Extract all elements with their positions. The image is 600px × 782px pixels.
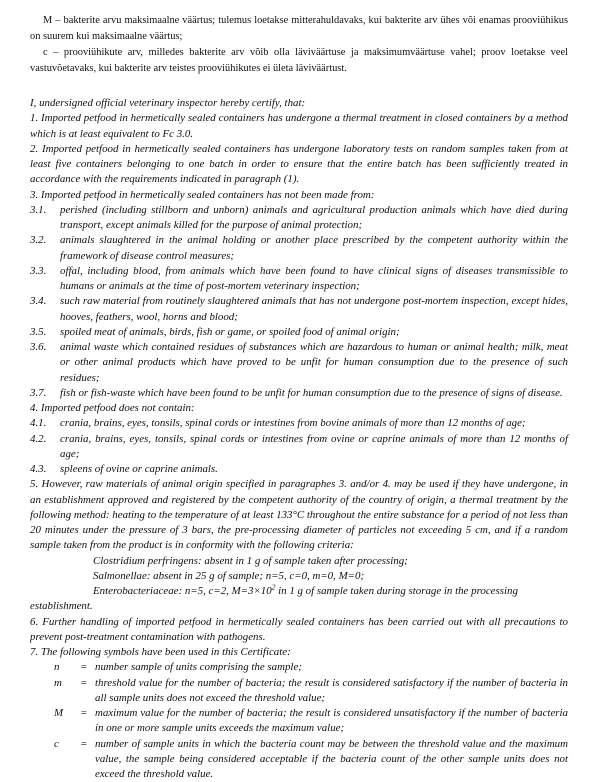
subclause-4-1 bbox=[30, 416, 568, 431]
subclause-text: perished (including stillborn and unborn) animals and agricultural production animals which have died during transport, except animals killed for the purpose of animal protection; bbox=[60, 203, 568, 234]
header-paragraph-m: M – bakterite arvu maksimaalne väärtus; tulemus loetakse mitterahuldavaks, kui bakterite arv ühes või enamas prooviühikus on suurem kui maksimaalne väärtus; bbox=[30, 13, 568, 44]
subclause-number: 3.1. bbox=[30, 203, 60, 218]
clause-4-heading: 4. Imported petfood does not contain: bbox=[30, 401, 568, 416]
clause-5: 5. However, raw materials of animal origin specified in paragraphes 3. and/or 4. may be used if they have undergone, in an establishment approved and registered by the competent authority of the country of origin, a thermal treatment by the following method: heating to the temperature of at least 133°C throughout the entire substance for a period of not less than 20 minutes under the pressure of 3 bars, the pre-processing diameter of particles not exceeding 5 cm, and if a random sample taken from the product is in conformity with the following criteria: bbox=[30, 477, 568, 553]
equals-sign: = bbox=[80, 706, 95, 721]
clause-2: 2. Imported petfood in hermetically sealed containers has undergone laboratory tests on random samples taken from at least five containers belonging to one batch in order to ensure that the entire batch has been sufficiently treated in accordance with the requirements indicated in paragraph (1). bbox=[30, 142, 568, 188]
subclause-3-4 bbox=[30, 294, 568, 325]
subclause-text: animal waste which contained residues of substances which are hazardous to human or animal health; milk, meat or other animal products which have proved to be unfit for human consumption due to the presence of such residues; bbox=[60, 340, 568, 386]
subclause-number: 4.3. bbox=[30, 462, 60, 477]
symbol-row-m bbox=[30, 676, 568, 707]
subclause-text: crania, brains, eyes, tonsils, spinal cords or intestines from bovine animals of more than 12 months of age; bbox=[60, 416, 568, 431]
subclause-text: fish or fish-waste which have been found to be unfit for human consumption due to the presence of signs of disease. bbox=[60, 386, 568, 401]
subclause-number: 3.7. bbox=[30, 386, 60, 401]
criteria-enterobacteriaceae bbox=[30, 584, 568, 599]
symbol-definition: threshold value for the number of bacteria; the result is considered satisfactory if the number of bacteria in all sample units does not exceed the threshold value; bbox=[95, 676, 568, 707]
certification-body bbox=[30, 96, 568, 782]
criteria-clostridium: Clostridium perfringens: absent in 1 g of sample taken after processing; bbox=[30, 554, 568, 569]
clause-3-heading: 3. Imported petfood in hermetically sealed containers has not been made from: bbox=[30, 188, 568, 203]
symbol-row-n bbox=[30, 660, 568, 675]
clause-6: 6. Further handling of imported petfood in hermetically sealed containers has been carried out with all precautions to prevent post-treatment contamination with pathogens. bbox=[30, 615, 568, 646]
criteria-entero-exponent: 2 bbox=[272, 582, 276, 591]
symbol-letter: n bbox=[30, 660, 80, 675]
symbol-row-c bbox=[30, 737, 568, 782]
subclause-number: 4.2. bbox=[30, 432, 60, 447]
symbol-definitions-list bbox=[30, 660, 568, 782]
subclause-3-2 bbox=[30, 233, 568, 264]
equals-sign: = bbox=[80, 737, 95, 752]
symbol-letter: m bbox=[30, 676, 80, 691]
subclause-text: such raw material from routinely slaughtered animals that has not undergone post-mortem inspection, except hides, hooves, feathers, wool, horns and blood; bbox=[60, 294, 568, 325]
subclause-number: 3.2. bbox=[30, 233, 60, 248]
subclause-4-2 bbox=[30, 432, 568, 463]
subclause-text: offal, including blood, from animals which have been found to have clinical signs of diseases transmissible to humans or animals at the time of post-mortem veterinary inspection; bbox=[60, 264, 568, 295]
symbol-definition: maximum value for the number of bacteria; the result is considered unsatisfactory if the number of bacteria in one or more sample units exceeds the maximum value; bbox=[95, 706, 568, 737]
subclause-number: 3.5. bbox=[30, 325, 60, 340]
clause-7-heading: 7. The following symbols have been used in this Certificate: bbox=[30, 645, 568, 660]
criteria-entero-post: in 1 g of sample taken during storage in the processing bbox=[275, 585, 518, 597]
subclause-text: animals slaughtered in the animal holding or another place prescribed by the competent authority within the framework of disease control measures; bbox=[60, 233, 568, 264]
subclause-3-3 bbox=[30, 264, 568, 295]
symbol-definition: number sample of units comprising the sample; bbox=[95, 660, 568, 675]
equals-sign: = bbox=[80, 660, 95, 675]
intro-line: I, undersigned official veterinary inspector hereby certify, that: bbox=[30, 96, 568, 111]
estonian-header-block bbox=[30, 13, 568, 77]
equals-sign: = bbox=[80, 676, 95, 691]
criteria-enterobacteriaceae-continued: establishment. bbox=[30, 599, 568, 614]
criteria-salmonellae: Salmonellae: absent in 25 g of sample; n=5, c=0, m=0, M=0; bbox=[30, 569, 568, 584]
clause-1: 1. Imported petfood in hermetically sealed containers has undergone a thermal treatment in closed containers by a method which is at least equivalent to Fc 3.0. bbox=[30, 111, 568, 142]
subclause-text: spleens of ovine or caprine animals. bbox=[60, 462, 568, 477]
subclause-number: 3.6. bbox=[30, 340, 60, 355]
subclause-text: spoiled meat of animals, birds, fish or game, or spoiled food of animal origin; bbox=[60, 325, 568, 340]
subclause-3-5 bbox=[30, 325, 568, 340]
criteria-entero-pre: Enterobacteriaceae: n=5, c=2, M=3×10 bbox=[93, 585, 272, 597]
subclause-4-3 bbox=[30, 462, 568, 477]
subclause-3-7 bbox=[30, 386, 568, 401]
subclause-3-6 bbox=[30, 340, 568, 386]
symbol-definition: number of sample units in which the bacteria count may be between the threshold value and the maximum value, the sample being considered acceptable if the bacteria count of the other sample units does not exceed the threshold value. bbox=[95, 737, 568, 782]
subclause-text: crania, brains, eyes, tonsils, spinal cords or intestines from ovine or caprine animals of more than 12 months of age; bbox=[60, 432, 568, 463]
symbol-row-M bbox=[30, 706, 568, 737]
symbol-letter: M bbox=[30, 706, 80, 721]
subclause-number: 3.4. bbox=[30, 294, 60, 309]
subclause-number: 3.3. bbox=[30, 264, 60, 279]
subclause-number: 4.1. bbox=[30, 416, 60, 431]
subclause-3-1 bbox=[30, 203, 568, 234]
symbol-letter: c bbox=[30, 737, 80, 752]
header-paragraph-c: c – prooviühikute arv, milledes bakterite arv võib olla läviväärtuse ja maksimumväärtuse vahel; proov loetakse veel vastuvõetavaks, kui bakterite arv teistes prooviühikutes ei ületa läviväärtust. bbox=[30, 45, 568, 76]
